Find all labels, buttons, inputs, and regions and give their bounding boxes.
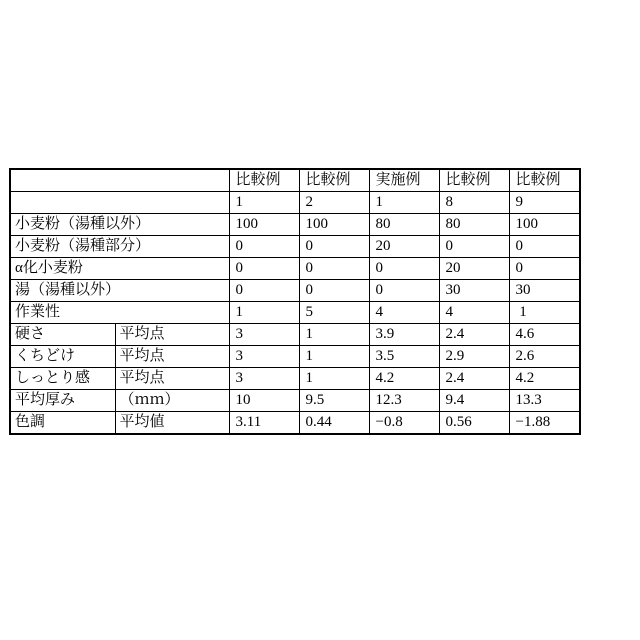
corner-cell: [10, 192, 229, 214]
table-row: [10, 412, 580, 435]
row-label: 湯（湯種以外）: [10, 280, 229, 302]
value-cell: 10: [229, 390, 299, 412]
row-sublabel: 平均点: [115, 324, 229, 346]
table-row: [10, 280, 580, 302]
table-header-number-row: [10, 192, 580, 214]
value-cell: 4: [369, 302, 439, 324]
value-cell: 30: [509, 280, 580, 302]
table-header-row: [10, 169, 580, 192]
column-header: 実施例: [369, 169, 439, 192]
value-cell: 80: [439, 214, 509, 236]
row-label: 作業性: [10, 302, 229, 324]
value-cell: 30: [439, 280, 509, 302]
value-cell: 1: [299, 346, 369, 368]
value-cell: 0: [229, 236, 299, 258]
value-cell: 4.2: [509, 368, 580, 390]
value-cell: 1: [229, 302, 299, 324]
row-label: 小麦粉（湯種以外）: [10, 214, 229, 236]
value-cell: 12.3: [369, 390, 439, 412]
row-label: α化小麦粉: [10, 258, 229, 280]
row-sublabel: （ｍｍ）: [115, 390, 229, 412]
value-cell: 0: [229, 280, 299, 302]
value-cell: 4.2: [369, 368, 439, 390]
row-label: 平均厚み: [10, 390, 115, 412]
row-label: 小麦粉（湯種部分）: [10, 236, 229, 258]
value-cell: 3: [229, 346, 299, 368]
value-cell: 4: [439, 302, 509, 324]
column-number: 8: [439, 192, 509, 214]
value-cell: 100: [299, 214, 369, 236]
value-cell: 4.6: [509, 324, 580, 346]
row-label: くちどけ: [10, 346, 115, 368]
column-header: 比較例: [229, 169, 299, 192]
row-sublabel: 平均点: [115, 346, 229, 368]
value-cell: 0: [439, 236, 509, 258]
value-cell: 0.56: [439, 412, 509, 435]
value-cell: 2.9: [439, 346, 509, 368]
value-cell: 3: [229, 368, 299, 390]
value-cell: 0.44: [299, 412, 369, 435]
column-header: 比較例: [509, 169, 580, 192]
column-number: 1: [369, 192, 439, 214]
value-cell: 13.3: [509, 390, 580, 412]
row-sublabel: 平均値: [115, 412, 229, 435]
column-header: 比較例: [299, 169, 369, 192]
table-row: [10, 346, 580, 368]
column-number: 9: [509, 192, 580, 214]
value-cell: 3.9: [369, 324, 439, 346]
value-cell: 1: [509, 302, 580, 324]
value-cell: 100: [509, 214, 580, 236]
table-row: [10, 324, 580, 346]
table-row: [10, 236, 580, 258]
value-cell: 2.4: [439, 368, 509, 390]
value-cell: 0: [369, 258, 439, 280]
row-label: 硬さ: [10, 324, 115, 346]
value-cell: 9.5: [299, 390, 369, 412]
table-row: [10, 214, 580, 236]
value-cell: 0: [299, 280, 369, 302]
value-cell: 2.4: [439, 324, 509, 346]
value-cell: 1: [299, 368, 369, 390]
table-row: [10, 368, 580, 390]
value-cell: 1: [299, 324, 369, 346]
value-cell: 80: [369, 214, 439, 236]
value-cell: 20: [439, 258, 509, 280]
column-number: 1: [229, 192, 299, 214]
table-row: [10, 258, 580, 280]
value-cell: −1.88: [509, 412, 580, 435]
column-header: 比較例: [439, 169, 509, 192]
value-cell: 2.6: [509, 346, 580, 368]
corner-cell: [10, 169, 229, 192]
value-cell: 3.11: [229, 412, 299, 435]
table-row: [10, 390, 580, 412]
value-cell: 3.5: [369, 346, 439, 368]
value-cell: 0: [299, 258, 369, 280]
row-sublabel: 平均点: [115, 368, 229, 390]
comparison-table: [9, 168, 581, 435]
value-cell: 20: [369, 236, 439, 258]
row-label: しっとり感: [10, 368, 115, 390]
value-cell: 0: [509, 258, 580, 280]
value-cell: 5: [299, 302, 369, 324]
column-number: 2: [299, 192, 369, 214]
value-cell: 0: [509, 236, 580, 258]
row-label: 色調: [10, 412, 115, 435]
value-cell: 0: [229, 258, 299, 280]
value-cell: −0.8: [369, 412, 439, 435]
value-cell: 0: [369, 280, 439, 302]
value-cell: 3: [229, 324, 299, 346]
value-cell: 100: [229, 214, 299, 236]
table-row: [10, 302, 580, 324]
value-cell: 9.4: [439, 390, 509, 412]
value-cell: 0: [299, 236, 369, 258]
